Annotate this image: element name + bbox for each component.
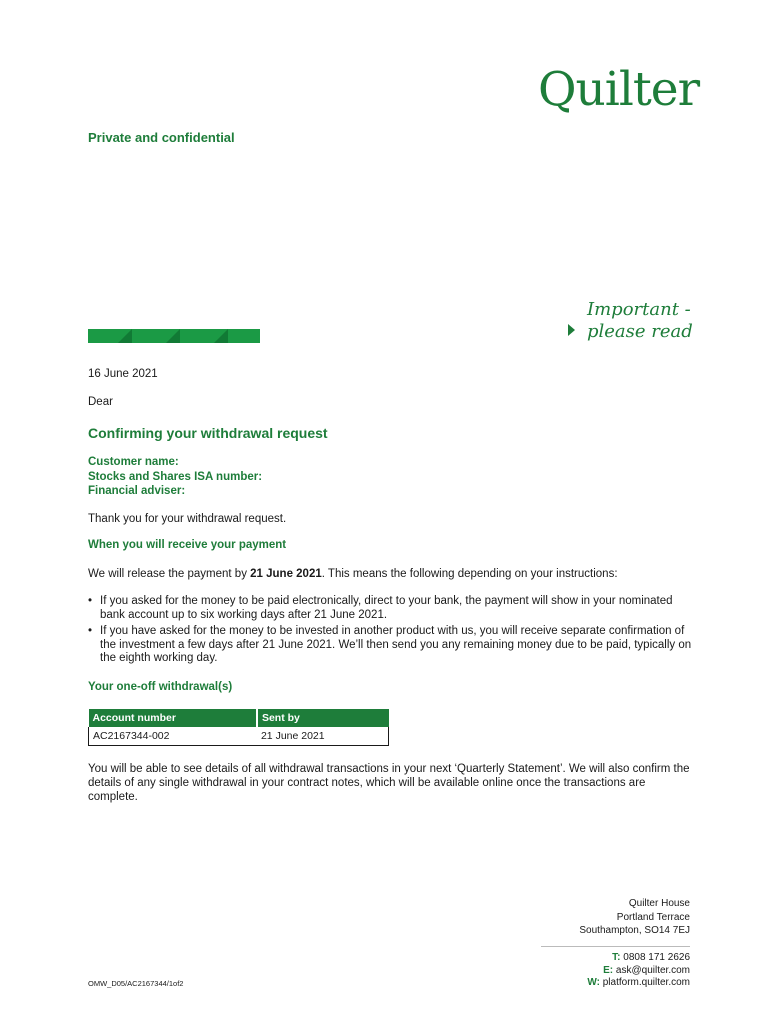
- list-item: • If you asked for the money to be paid electronically, direct to your bank, the payment will show in your nominated bank account up to six working days after 21 June 2021.: [88, 595, 693, 622]
- web-key: W:: [587, 977, 600, 988]
- address-line: Portland Terrace: [616, 911, 690, 923]
- payment-heading: When you will receive your payment: [88, 539, 287, 551]
- salutation: Dear: [88, 396, 113, 408]
- adviser-label: Financial adviser:: [88, 485, 186, 497]
- contact-web: [587, 977, 690, 990]
- important-line-2: please read: [587, 321, 693, 342]
- letter-title: Confirming your withdrawal request: [88, 425, 328, 441]
- table-header-row: [89, 709, 389, 727]
- address-line: Southampton, SO14 7EJ: [579, 925, 690, 936]
- web-value: platform.quilter.com: [602, 977, 690, 988]
- isa-number-label: Stocks and Shares ISA number:: [88, 470, 263, 483]
- important-line-2-row: [568, 321, 693, 343]
- column-header-account: Account number: [89, 709, 257, 727]
- release-post: . This means the following depending on your instructions:: [321, 568, 618, 580]
- table-row: [89, 727, 389, 746]
- contact-email: [587, 965, 690, 978]
- important-line-1: Important -: [587, 299, 691, 320]
- confidential-label: Private and confidential: [88, 130, 235, 145]
- triangle-arrow-icon: [568, 324, 575, 336]
- phone-value: 0808 171 2626: [623, 952, 690, 963]
- list-item: • If you have asked for the money to be invested in another product with us, you will receive separate confirmation of the investment a few days after 21 June 2021. We’ll then send you any remaining money due to be paid, typically on the eighth working day.: [88, 625, 693, 666]
- letter-date: 16 June 2021: [88, 368, 158, 380]
- address-line: Quilter House: [628, 898, 690, 909]
- sent-by-cell: 21 June 2021: [257, 727, 389, 746]
- bar-stripe: [214, 329, 228, 343]
- email-value: ask@quilter.com: [615, 964, 690, 976]
- account-number-cell: AC2167344-002: [89, 727, 257, 746]
- footer-contact: [587, 952, 690, 990]
- customer-fields: [88, 455, 262, 499]
- phone-key: T:: [612, 952, 621, 963]
- quilter-logo: Quilter: [538, 62, 700, 117]
- withdrawals-table: [88, 709, 389, 746]
- release-date: 21 June 2021: [250, 568, 322, 580]
- withdrawals-heading: Your one-off withdrawal(s): [88, 681, 233, 693]
- important-notice: [568, 299, 693, 343]
- document-reference: OMW_D05/AC2167344/1of2: [88, 979, 184, 988]
- green-decorative-bar: [88, 329, 260, 343]
- release-paragraph: [88, 567, 618, 581]
- email-key: E:: [603, 964, 614, 976]
- customer-name-label: Customer name:: [88, 456, 179, 468]
- thank-you-text: Thank you for your withdrawal request.: [88, 513, 287, 525]
- footer-divider: [541, 946, 690, 947]
- closing-paragraph: You will be able to see details of all withdrawal transactions in your next ‘Quarterly Statement’. We will also confirm the details of any single withdrawal in your contract notes, which will be available online once the transactions are complete.: [88, 763, 690, 803]
- bar-stripe: [118, 329, 132, 343]
- footer-address: [579, 897, 690, 938]
- column-header-sent-by: Sent by: [257, 709, 389, 727]
- contact-phone: [587, 952, 690, 965]
- bar-stripe: [166, 329, 180, 343]
- instructions-list: [88, 595, 693, 669]
- release-pre: We will release the payment by: [88, 568, 251, 580]
